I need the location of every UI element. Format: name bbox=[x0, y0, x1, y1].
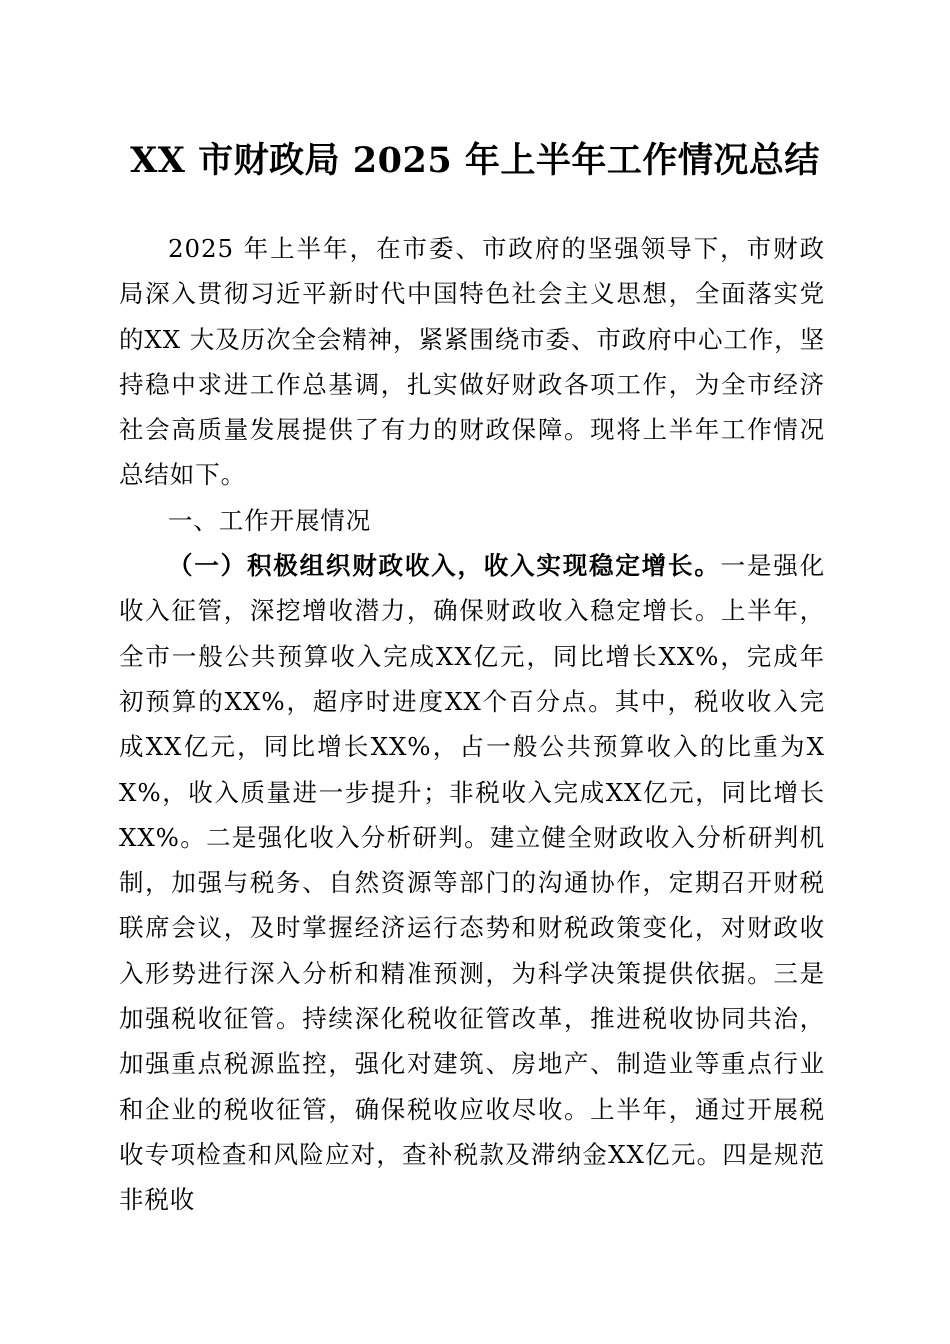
section-heading: 一、工作开展情况 bbox=[168, 505, 372, 535]
document-body bbox=[119, 226, 825, 1223]
sub-section-text: 一是强化收入征管，深挖增收潜力，确保财政收入稳定增长。上半年，全市一般公共预算收入完成XX亿元，同比增长XX%，完成年初预算的XX%，超序时进度XX个百分点。其中，税收收入完成XX亿元，同比增长XX%，占一般公共预算收入的比重为XX%，收入质量进一步提升；非税收入完成XX亿元，同比增长XX%。二是强化收入分析研判。建立健全财政收入分析研判机制，加强与税务、自然资源等部门的沟通协作，定期召开财税联席会议，及时掌握经济运行态势和财税政策变化，对财政收入形势进行深入分析和精准预测，为科学决策提供依据。三是加强税收征管。持续深化税收征管改革，推进税收协同共治，加强重点税源监控，强化对建筑、房地产、制造业等重点行业和企业的税收征管，确保税收应收尽收。上半年，通过开展税收专项检查和风险应对，查补税款及滞纳金XX亿元。四是规范非税收 bbox=[119, 551, 825, 1215]
intro-paragraph: 2025 年上半年，在市委、市政府的坚强领导下，市财政局深入贯彻习近平新时代中国特色社会主义思想，全面落实党的XX 大及历次全会精神，紧紧围绕市委、市政府中心工作，坚持稳中求进工作总基调，扎实做好财政各项工作，为全市经济社会高质量发展提供了有力的财政保障。现将上半年工作情况总结如下。 bbox=[119, 234, 825, 490]
document-title: XX 市财政局 2025 年上半年工作情况总结 bbox=[130, 140, 820, 181]
sub-section-heading: （一）积极组织财政收入，收入实现稳定增长。 bbox=[168, 551, 721, 581]
section-paragraph bbox=[119, 543, 825, 1222]
